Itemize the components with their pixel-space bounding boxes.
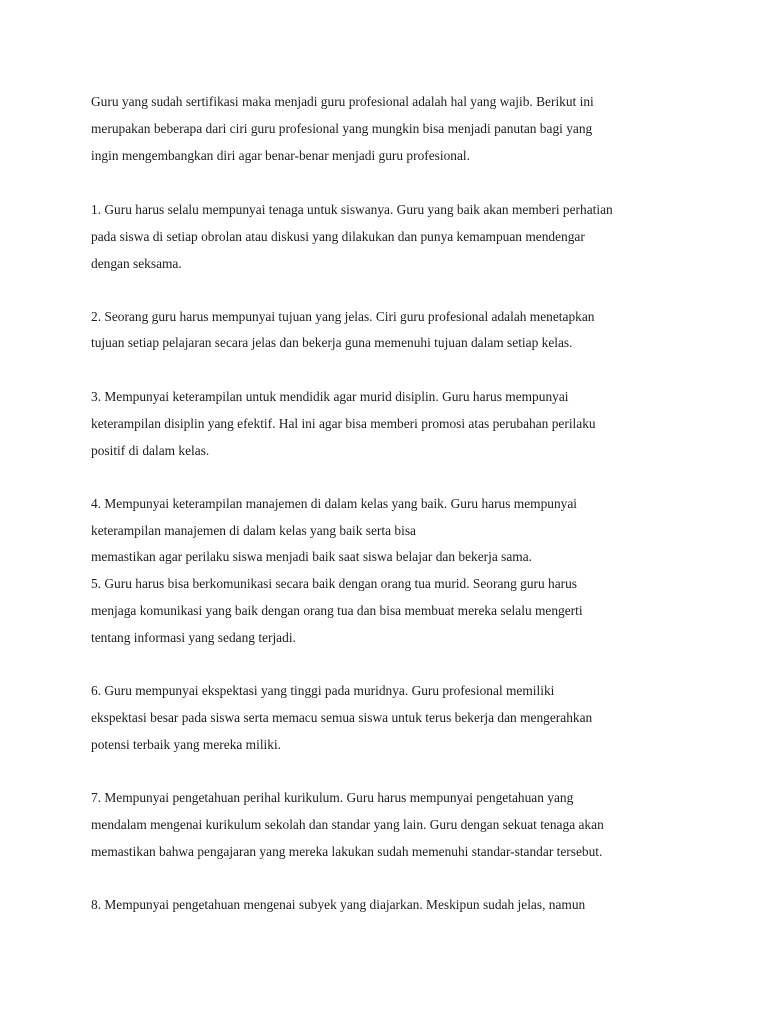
list-item-2-line: 2. Seorang guru harus mempunyai tujuan yang jelas. Ciri guru profesional adalah menetapkan xyxy=(91,309,595,324)
list-item-2-line: tujuan setiap pelajaran secara jelas dan bekerja guna memenuhi tujuan dalam setiap kelas. xyxy=(91,335,573,350)
list-item-6-line: 6. Guru mempunyai ekspektasi yang tinggi pada muridnya. Guru profesional memiliki xyxy=(91,683,555,698)
list-item-6-line: ekspektasi besar pada siswa serta memacu semua siswa untuk terus bekerja dan mengerahkan xyxy=(91,710,593,725)
list-item-6-line: potensi terbaik yang mereka miliki. xyxy=(91,737,282,752)
list-item-3-line: 3. Mempunyai keterampilan untuk mendidik agar murid disiplin. Guru harus mempunyai xyxy=(91,389,569,404)
list-item-7-line: memastikan bahwa pengajaran yang mereka lakukan sudah memenuhi standar-standar tersebut. xyxy=(91,844,603,859)
list-item-1-line: dengan seksama. xyxy=(91,256,182,271)
intro-line: Guru yang sudah sertifikasi maka menjadi guru profesional adalah hal yang wajib. Berikut ini xyxy=(91,94,594,109)
list-item-7-line: mendalam mengenai kurikulum sekolah dan standar yang lain. Guru dengan sekuat tenaga akan xyxy=(91,817,604,832)
list-item-4-line: 4. Mempunyai keterampilan manajemen di dalam kelas yang baik. Guru harus mempunyai xyxy=(91,496,578,511)
list-item-1-line: pada siswa di setiap obrolan atau diskusi yang dilakukan dan punya kemampuan mendengar xyxy=(91,229,585,244)
intro-line: merupakan beberapa dari ciri guru profesional yang mungkin bisa menjadi panutan bagi yang xyxy=(91,121,593,136)
list-item-5-line: menjaga komunikasi yang baik dengan orang tua dan bisa membuat mereka selalu mengerti xyxy=(91,603,583,618)
intro-line: ingin mengembangkan diri agar benar-benar menjadi guru profesional. xyxy=(91,148,470,163)
list-item-8-line: 8. Mempunyai pengetahuan mengenai subyek yang diajarkan. Meskipun sudah jelas, namun xyxy=(91,897,586,912)
list-item-1-line: 1. Guru harus selalu mempunyai tenaga untuk siswanya. Guru yang baik akan memberi perhatian xyxy=(91,202,613,217)
list-item-3-line: keterampilan disiplin yang efektif. Hal ini agar bisa memberi promosi atas perubahan perilaku xyxy=(91,416,596,431)
list-item-5-line: tentang informasi yang sedang terjadi. xyxy=(91,630,296,645)
list-item-3-line: positif di dalam kelas. xyxy=(91,443,210,458)
list-item-7-line: 7. Mempunyai pengetahuan perihal kurikulum. Guru harus mempunyai pengetahuan yang xyxy=(91,790,574,805)
list-item-4-line: keterampilan manajemen di dalam kelas yang baik serta bisa xyxy=(91,523,416,538)
list-item-4-line: memastikan agar perilaku siswa menjadi baik saat siswa belajar dan bekerja sama. xyxy=(91,549,532,564)
list-item-5-line: 5. Guru harus bisa berkomunikasi secara baik dengan orang tua murid. Seorang guru harus xyxy=(91,576,578,591)
